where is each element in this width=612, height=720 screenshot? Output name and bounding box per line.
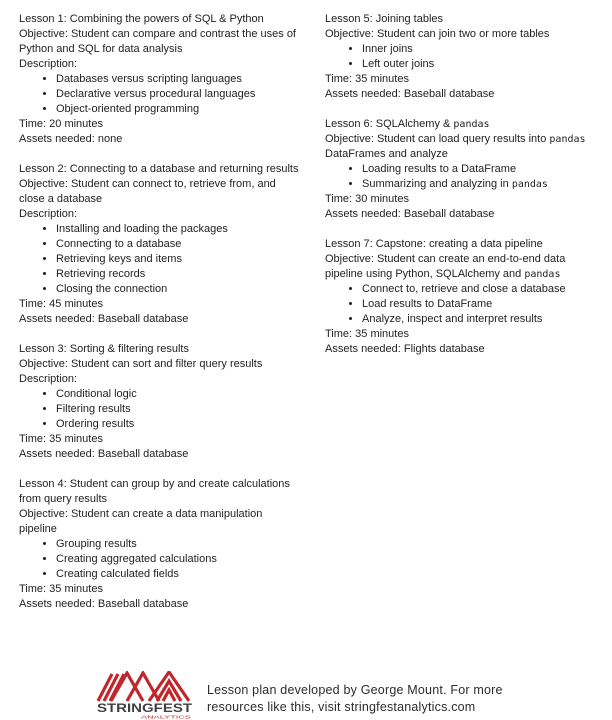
- lesson-assets: Assets needed: Baseball database: [19, 313, 189, 325]
- bullet-item: • Loading results to a DataFrame: [362, 162, 605, 177]
- lesson-time: Time: 35 minutes: [19, 583, 103, 595]
- lesson-title: Lesson 5: Joining tables: [325, 13, 444, 25]
- lesson-bullets: [19, 222, 299, 297]
- lesson-5: [325, 12, 605, 102]
- bullet-item: • Conditional logic: [56, 387, 299, 402]
- bullet-item: • Creating aggregated calculations: [56, 552, 299, 567]
- lesson-title: Lesson 4: Student can group by and create calculations from query results: [19, 478, 290, 505]
- left-column: [19, 12, 299, 627]
- lesson-time: Time: 45 minutes: [19, 298, 103, 310]
- lesson-title: Lesson 3: Sorting & filtering results: [19, 343, 189, 355]
- bullet-item: • Inner joins: [362, 42, 605, 57]
- lesson-objective: Objective: Student can join two or more tables: [325, 28, 550, 40]
- mountain-strings-icon: [98, 672, 189, 701]
- lesson-time: Time: 35 minutes: [325, 73, 409, 85]
- lesson-objective: Objective: Student can compare and contrast the uses of Python and SQL for data analysis: [19, 28, 296, 55]
- lesson-assets: Assets needed: Baseball database: [325, 88, 495, 100]
- bullet-item: • Retrieving records: [56, 267, 299, 282]
- lesson-assets: Assets needed: Baseball database: [19, 598, 189, 610]
- footer-note-line2: resources like this, visit stringfestanalytics.com: [207, 699, 476, 714]
- bullet-item: • Left outer joins: [362, 57, 605, 72]
- lesson-title: Lesson 1: Combining the powers of SQL & Python: [19, 13, 264, 25]
- pandas-code-text: pandas: [524, 269, 561, 280]
- lesson-4: [19, 477, 299, 612]
- lesson-title: Lesson 7: Capstone: creating a data pipeline: [325, 238, 543, 250]
- description-label: Description:: [19, 208, 78, 220]
- lesson-bullets: [325, 42, 605, 72]
- lesson-6: [325, 117, 605, 222]
- lesson-bullets: [19, 72, 299, 117]
- stringfest-analytics-logo: [96, 671, 193, 720]
- bullet-item: • Closing the connection: [56, 282, 299, 297]
- lesson-objective: Objective: Student can sort and filter query results: [19, 358, 263, 370]
- bullet-item: • Load results to DataFrame: [362, 297, 605, 312]
- lesson-bullets: [325, 282, 605, 327]
- bullet-item: • Ordering results: [56, 417, 299, 432]
- bullet-item: • Retrieving keys and items: [56, 252, 299, 267]
- bullet-item: • Declarative versus procedural languages: [56, 87, 299, 102]
- lesson-time: Time: 35 minutes: [19, 433, 103, 445]
- footer-note: [207, 682, 552, 715]
- lesson-assets: Assets needed: Baseball database: [325, 208, 495, 220]
- lesson-bullets: [19, 537, 299, 582]
- lesson-2: [19, 162, 299, 327]
- bullet-item: • Connecting to a database: [56, 237, 299, 252]
- lesson-bullets: [325, 162, 605, 192]
- lesson-assets: Assets needed: Flights database: [325, 343, 485, 355]
- lesson-7: [325, 237, 605, 357]
- bullet-item: • Databases versus scripting languages: [56, 72, 299, 87]
- logo-wordmark: STRINGFEST: [97, 703, 192, 715]
- lesson-objective: Objective: Student can create an end-to-end data pipeline using Python, SQLAlchemy and pandas: [325, 253, 566, 280]
- lesson-time: Time: 35 minutes: [325, 328, 409, 340]
- description-label: Description:: [19, 373, 78, 385]
- description-label: Description:: [19, 58, 78, 70]
- lesson-assets: Assets needed: Baseball database: [19, 448, 189, 460]
- right-column: [325, 12, 605, 372]
- lesson-objective: Objective: Student can connect to, retrieve from, and close a database: [19, 178, 276, 205]
- bullet-item: • Installing and loading the packages: [56, 222, 299, 237]
- lesson-title: Lesson 6: SQLAlchemy & pandas: [325, 118, 490, 130]
- lesson-bullets: [19, 387, 299, 432]
- lesson-objective: Objective: Student can load query results into pandas DataFrames and analyze: [325, 133, 586, 160]
- footer-note-line1: Lesson plan developed by George Mount. For more: [207, 683, 503, 697]
- lesson-title: Lesson 2: Connecting to a database and returning results: [19, 163, 299, 175]
- bullet-item: • Creating calculated fields: [56, 567, 299, 582]
- lesson-3: [19, 342, 299, 462]
- bullet-item: • Grouping results: [56, 537, 299, 552]
- lesson-time: Time: 30 minutes: [325, 193, 409, 205]
- pandas-code-text: pandas: [549, 134, 586, 145]
- bullet-item: • Summarizing and analyzing in pandas: [362, 177, 605, 192]
- lesson-objective: Objective: Student can create a data manipulation pipeline: [19, 508, 263, 535]
- bullet-item: • Analyze, inspect and interpret results: [362, 312, 605, 327]
- lesson-assets: Assets needed: none: [19, 133, 123, 145]
- lesson-time: Time: 20 minutes: [19, 118, 103, 130]
- bullet-item: • Connect to, retrieve and close a database: [362, 282, 605, 297]
- pandas-code-text: pandas: [511, 179, 548, 190]
- bullet-item: • Object-oriented programming: [56, 102, 299, 117]
- pandas-code-text: pandas: [453, 119, 490, 130]
- logo-subtext: ANALYTICS: [141, 714, 191, 720]
- bullet-item: • Filtering results: [56, 402, 299, 417]
- lesson-1: [19, 12, 299, 147]
